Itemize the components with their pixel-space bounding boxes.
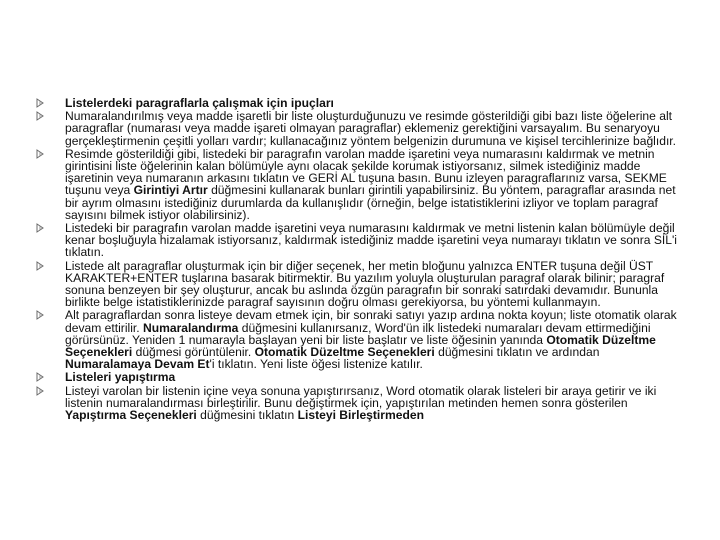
text-segment: düğmesini kullanırsanız, Word'ün ilk listedeki numaraları devam ettirmediğini görürsünüz. Yeniden 1 numarayla başlayan yeni bir liste başlatır ve liste öğesinin yanında (65, 320, 651, 347)
bold-text-segment: Otomatik Düzeltme Seçenekleri (65, 332, 656, 360)
arrow-bullet-icon (36, 372, 45, 382)
text-segment: düğmesini tıklatın ve ardından (434, 345, 600, 360)
text-segment: Listeyi varolan bir listenin içine veya sonuna yapıştırırsanız, Word otomatik olarak listeleri bir araya getirir ve iki listenin numaralandırması birleştirilir. Bunu değiştirmek için, yapıştırılan metinden hemen sonra gösterilen (65, 383, 657, 410)
arrow-bullet-icon (36, 223, 45, 233)
bold-text-segment: Listeyi Birleştirmeden (297, 408, 424, 423)
text-segment: 'i tıklatın. Yeni liste öğesi listenize katılır. (209, 357, 423, 372)
text-segment: düğmesini kullanarak bunları girintili yapabilirsiniz. Bu yöntem, paragraflar arasında net bir ayrım olmasını istediğiniz durumlarda da kullanışlıdır (örneğin, belge istatistiklerini izliyor ve toplam paragraf sayısını bilmek istiyor olabilirsiniz). (65, 183, 676, 222)
text-segment: düğmesini tıklatın (196, 408, 298, 423)
list-item-text (65, 259, 664, 310)
bold-text-segment: Listeleri yapıştırma (65, 370, 176, 385)
bullet-list (36, 97, 684, 422)
bold-text-segment: Numaralamaya Devam Et (65, 357, 210, 372)
bold-text-segment: Otomatik Düzeltme Seçenekleri (254, 345, 435, 360)
text-segment: Alt paragraflardan sonra listeye devam etmek için, bir sonraki satıyı yazıp ardına nokta koyun; liste otomatik olarak devam ettirilir. (65, 308, 677, 335)
list-item-text (65, 370, 175, 384)
list-item (36, 222, 684, 259)
arrow-bullet-icon (36, 111, 45, 121)
list-item (36, 148, 684, 221)
bold-text-segment: Girintiyi Artır (133, 183, 208, 198)
list-item-text (65, 96, 334, 110)
text-segment: Listede alt paragraflar oluşturmak için bir diğer seçenek, her metin bloğunu yalnızca ENTER tuşuna değil ÜST KARAKTER+ENTER tuşlarına basarak bitirmektir. Bu yazılım yoluyla oluşturulan paragraf olarak bilinir; paragraf sonuna benzeyen bir şey oluşturur, ancak bu aslında özgün paragrafın bir sonraki satırdaki devamıdır. Bununla birlikte belge istatistiklerinizde paragraf sayısının doğru olması gerekiyorsa, bu yöntemi kullanmayın. (65, 258, 665, 310)
text-segment: Resimde gösterildiği gibi, listedeki bir paragrafın varolan madde işaretini veya numarasını kaldırmak ve metnin girintisini liste öğelerinin kalan bölümüyle aynı olacak şekilde korumak istiyorsanız, silmek istediğiniz madde işaretinin veya numaranın arkasını tıklatın ve GERİ AL tuşuna basın. Bunu izleyen paragraflarınız varsa, SEKME tuşunu veya (65, 146, 667, 198)
list-heading-item (36, 371, 684, 383)
list-item (36, 260, 684, 309)
list-item-text (65, 308, 677, 371)
list-heading-item (36, 97, 684, 109)
text-segment: düğmesi görüntülenir. (132, 345, 255, 360)
arrow-bullet-icon (36, 149, 45, 159)
text-segment: Numaralandırılmış veya madde işaretli bir liste oluşturduğunuzu ve resimde gösterildiği gibi bazı liste öğelerine alt paragraflar (numarası veya madde işareti olmayan paragraflar) eklemeniz gerektiğini varsayalım. Bu senaryoyu gerçekleştirmenin çeşitli yolları vardır; kullanacağınız yöntem belgenizin durumuna ve kişisel tercihlerinize bağlıdır. (65, 109, 677, 148)
list-item-text (65, 221, 677, 259)
bold-text-segment: Listelerdeki paragraflarla çalışmak için ipuçları (65, 96, 334, 110)
arrow-bullet-icon (36, 98, 45, 108)
list-item (36, 309, 684, 370)
text-segment: Listedeki bir paragrafın varolan madde işaretini veya numarasını kaldırmak ve metni listenin kalan bölümüyle değil kenar boşluğuyla hizalamak istiyorsanız, kaldırmak istediğiniz madde işaretini veya numarayı tıklatın ve sonra SİL'i tıklatın. (65, 221, 677, 260)
list-item (36, 110, 684, 147)
list-item (36, 385, 684, 422)
arrow-bullet-icon (36, 310, 45, 320)
bold-text-segment: Numaralandırma (142, 320, 239, 335)
list-item-text (65, 147, 676, 222)
list-item-text (65, 384, 656, 422)
arrow-bullet-icon (36, 261, 45, 271)
arrow-bullet-icon (36, 386, 45, 396)
bold-text-segment: Yapıştırma Seçenekleri (65, 408, 197, 423)
list-item-text (65, 109, 676, 147)
